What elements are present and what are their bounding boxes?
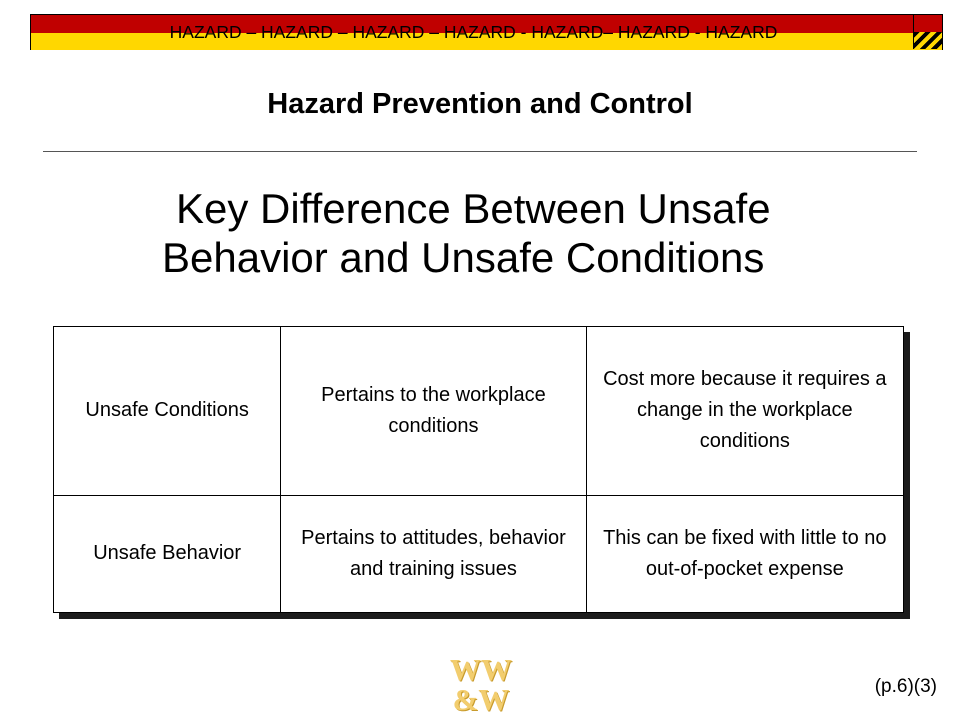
table-cell-cost: Cost more because it requires a change in the workplace conditions — [586, 327, 903, 496]
table-cell-cost: This can be fixed with little to no out-of-pocket expense — [586, 495, 903, 612]
logo-line-2: &W — [452, 682, 510, 717]
logo-line-1: WW — [450, 652, 512, 687]
table-cell-type: Unsafe Behavior — [54, 495, 281, 612]
comparison-table — [53, 326, 904, 613]
table-cell-pertains: Pertains to the workplace conditions — [281, 327, 586, 496]
hazard-banner — [30, 14, 943, 50]
table-row — [54, 327, 904, 496]
table-cell-type: Unsafe Conditions — [54, 327, 281, 496]
slide-heading — [120, 184, 900, 282]
company-logo — [449, 652, 513, 717]
table-row — [54, 495, 904, 612]
slide-heading-line-1: Key Difference Between Unsafe — [176, 185, 771, 232]
table-cell-pertains: Pertains to attitudes, behavior and training issues — [281, 495, 586, 612]
banner-corner-red — [913, 15, 942, 32]
title-divider — [43, 151, 917, 152]
banner-text: HAZARD – HAZARD – HAZARD – HAZARD - HAZARD– HAZARD - HAZARD — [169, 22, 778, 42]
page-reference: (p.6)(3) — [874, 676, 937, 697]
page-title: Hazard Prevention and Control — [267, 88, 693, 120]
slide-heading-line-2: Behavior and Unsafe Conditions — [162, 234, 765, 281]
